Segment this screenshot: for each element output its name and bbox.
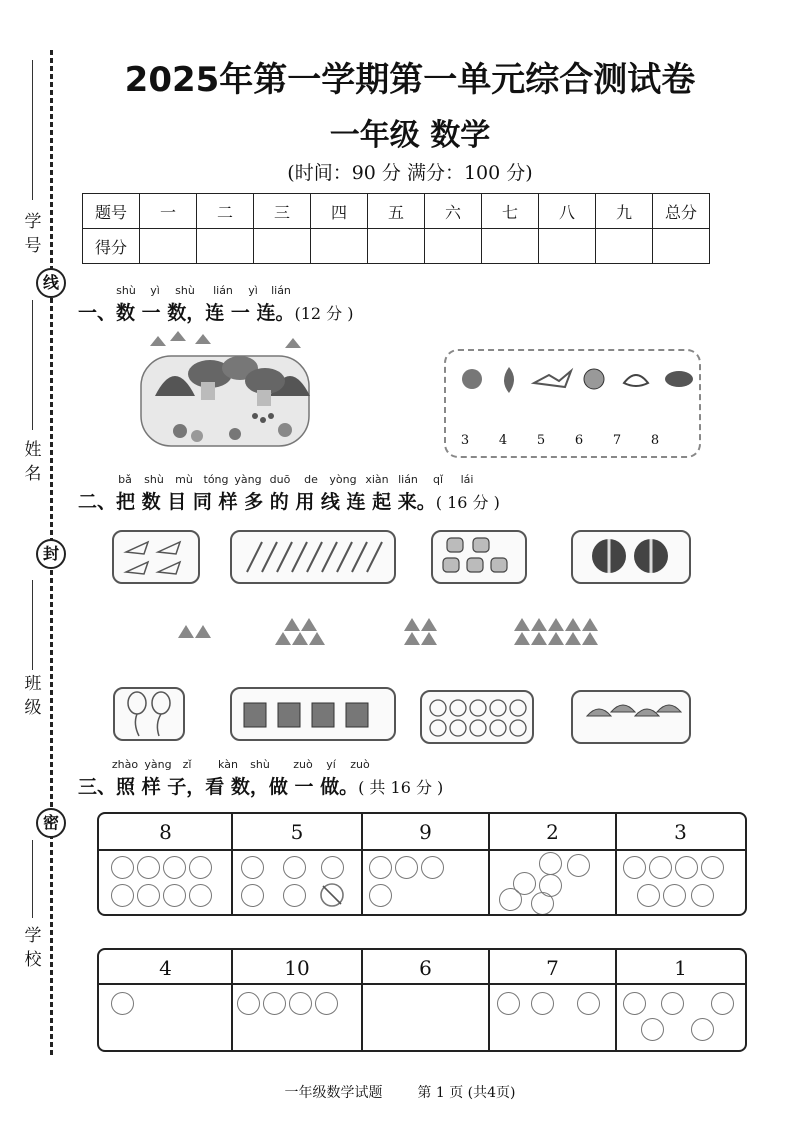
triangle-icon: [582, 618, 598, 631]
triangle-icon: [531, 632, 547, 645]
circle-icon: [321, 856, 344, 879]
circle-icon: [663, 884, 686, 907]
triangle-icon: [531, 618, 547, 631]
seal-xian: 线: [36, 268, 66, 298]
circle-icon: [539, 852, 562, 875]
circle-icon: [567, 854, 590, 877]
pinyin: lián: [398, 473, 418, 486]
pinyin: de: [304, 473, 318, 486]
margin-field-name[interactable]: [10, 300, 46, 510]
q2-box-leaves: [112, 530, 200, 584]
score-table-cell: 七: [482, 194, 539, 229]
circle-icon: [241, 884, 264, 907]
pinyin: lián: [213, 284, 233, 297]
footer-page: 第 1 页 (共4页): [417, 1085, 516, 1101]
circle-icon: [675, 856, 698, 879]
circle-icon: [189, 884, 212, 907]
circle-icon: [661, 992, 684, 1015]
pinyin: yàng: [144, 758, 172, 771]
q3-number: 4: [159, 956, 172, 980]
triangle-icon: [565, 618, 581, 631]
circle-icon: [237, 992, 260, 1015]
score-table-cell: 一: [140, 194, 197, 229]
triangle-icon: [178, 625, 194, 638]
q1-card-icons: [454, 361, 694, 401]
pinyin: zǐ: [182, 758, 192, 771]
score-input-cell[interactable]: [482, 229, 539, 264]
triangle-icon: [565, 632, 581, 645]
score-table-score-row: [83, 229, 710, 264]
triangle-icon: [582, 632, 598, 645]
q3-grid-2: [97, 948, 747, 1052]
score-input-cell[interactable]: [254, 229, 311, 264]
triangle-icon: [404, 618, 420, 631]
score-input-cell[interactable]: [311, 229, 368, 264]
triangle-icon: [404, 632, 420, 645]
triangle-icon: [284, 618, 300, 631]
triangle-icon: [301, 618, 317, 631]
triangle-icon: [421, 632, 437, 645]
q3-number: 3: [674, 820, 687, 844]
circle-icon: [137, 884, 160, 907]
pinyin: yí: [326, 758, 336, 771]
circle-icon: [641, 1018, 664, 1041]
triangle-icon: [195, 625, 211, 638]
score-input-cell[interactable]: [368, 229, 425, 264]
pinyin: bǎ: [118, 473, 132, 486]
seal-mi: 密: [36, 808, 66, 838]
circle-icon: [649, 856, 672, 879]
margin-label-school: 学校: [24, 926, 42, 970]
circle-icon: [691, 884, 714, 907]
score-input-cell[interactable]: [596, 229, 653, 264]
score-table-cell: 四: [311, 194, 368, 229]
circle-icon: [531, 992, 554, 1015]
page-title: 2025年第一学期第一单元综合测试卷: [124, 60, 696, 100]
circle-icon: [241, 856, 264, 879]
q2-box-balls: [571, 530, 691, 584]
circle-icon: [111, 992, 134, 1015]
score-table-cell: 六: [425, 194, 482, 229]
score-table-cell: 五: [368, 194, 425, 229]
q3-number: 6: [419, 956, 432, 980]
score-input-cell[interactable]: [653, 229, 710, 264]
triangle-icon: [548, 632, 564, 645]
circle-icon: [497, 992, 520, 1015]
q2-box-mushrooms: [571, 690, 691, 744]
seal-feng: 封: [36, 539, 66, 569]
card-number: 3: [460, 433, 470, 448]
q3-grid-1: [97, 812, 747, 916]
pinyin: shù: [144, 473, 164, 486]
pinyin: zuò: [350, 758, 370, 771]
triangle-group-2: [178, 625, 211, 638]
circle-icon: [315, 992, 338, 1015]
q3-number: 5: [290, 820, 304, 844]
circle-icon: [163, 884, 186, 907]
pinyin: duō: [269, 473, 291, 486]
circle-icon: [111, 884, 134, 907]
circle-icon: [711, 992, 734, 1015]
score-input-cell[interactable]: [197, 229, 254, 264]
score-table: [82, 193, 710, 264]
circle-icon: [163, 856, 186, 879]
score-table-cell: 三: [254, 194, 311, 229]
pinyin: shù: [175, 284, 195, 297]
margin-label-name: 姓名: [24, 440, 42, 484]
q1-number-card: [444, 349, 701, 458]
score-table-cell: 二: [197, 194, 254, 229]
q3-number: 1: [674, 956, 687, 980]
q3-number: 9: [419, 820, 432, 844]
pinyin: yì: [150, 284, 160, 297]
circle-icon: [395, 856, 418, 879]
circle-icon: [289, 992, 312, 1015]
circle-icon: [263, 992, 286, 1015]
triangle-icon: [421, 618, 437, 631]
circle-icon: [623, 992, 646, 1015]
triangle-icon: [292, 632, 308, 645]
score-table-cell: 题号: [83, 194, 140, 229]
q3-number: 8: [159, 820, 172, 844]
q3-number: 7: [546, 956, 559, 980]
triangle-icon: [275, 632, 291, 645]
crossed-circle-icon: [319, 882, 345, 908]
footer-title: 一年级数学试题: [284, 1085, 383, 1101]
score-table-cell: 八: [539, 194, 596, 229]
score-input-cell[interactable]: [425, 229, 482, 264]
q3-heading: 三、照 样 子，看 数，做 一 做。( 共 16 分 ): [78, 776, 444, 798]
circle-icon: [499, 888, 522, 911]
circle-icon: [189, 856, 212, 879]
circle-icon: [421, 856, 444, 879]
page-footer: [0, 1082, 800, 1102]
triangle-icon: [309, 632, 325, 645]
score-table-cell: 得分: [83, 229, 140, 264]
q2-box-apples: [420, 690, 534, 744]
pinyin: zhào: [111, 758, 139, 771]
score-table-cell: 总分: [653, 194, 710, 229]
pinyin: lái: [460, 473, 474, 486]
circle-icon: [531, 892, 554, 915]
card-number: 7: [612, 433, 622, 448]
triangle-icon: [514, 618, 530, 631]
pinyin: mù: [175, 473, 193, 486]
triangle-icon: [514, 632, 530, 645]
pinyin: kàn: [218, 758, 238, 771]
circle-icon: [137, 856, 160, 879]
q1-heading: 一、数 一 数，连 一 连。(12 分 ): [78, 302, 354, 324]
q2-box-balloons: [113, 687, 185, 741]
q2-box-drums: [431, 530, 527, 584]
pinyin: lián: [271, 284, 291, 297]
page-subtitle: 一年级 数学: [329, 118, 491, 153]
card-number: 8: [650, 433, 660, 448]
pinyin: zuò: [293, 758, 313, 771]
circle-icon: [369, 884, 392, 907]
margin-field-school[interactable]: [10, 840, 46, 1000]
exam-info: (时间：90 分 满分：100 分): [287, 162, 533, 184]
margin-label-student-id: 学号: [24, 212, 42, 256]
circle-icon: [691, 1018, 714, 1041]
circle-icon: [283, 856, 306, 879]
triangle-icon: [548, 618, 564, 631]
score-input-cell[interactable]: [539, 229, 596, 264]
circle-icon: [637, 884, 660, 907]
q2-box-pencils: [230, 530, 396, 584]
pinyin: xiàn: [365, 473, 389, 486]
pinyin: qǐ: [432, 473, 444, 486]
pinyin: yì: [248, 284, 258, 297]
q3-number: 2: [546, 820, 559, 844]
circle-icon: [577, 992, 600, 1015]
card-number: 6: [574, 433, 584, 448]
score-table-cell: 九: [596, 194, 653, 229]
circle-icon: [701, 856, 724, 879]
card-number: 4: [498, 433, 508, 448]
pinyin: yòng: [329, 473, 357, 486]
circle-icon: [623, 856, 646, 879]
card-number: 5: [536, 433, 546, 448]
forest-scene-image: [135, 326, 315, 454]
margin-field-class[interactable]: [10, 580, 46, 770]
pinyin: tóng: [203, 473, 229, 486]
margin-label-class: 班级: [24, 674, 42, 718]
pinyin: shù: [250, 758, 270, 771]
score-table-header-row: [83, 194, 710, 229]
circle-icon: [283, 884, 306, 907]
q2-box-houses: [230, 687, 396, 741]
pinyin: yàng: [234, 473, 262, 486]
q3-number: 10: [284, 956, 310, 980]
pinyin: shù: [116, 284, 136, 297]
circle-icon: [369, 856, 392, 879]
circle-icon: [111, 856, 134, 879]
score-input-cell[interactable]: [140, 229, 197, 264]
q2-heading: 二、把 数 目 同 样 多 的 用 线 连 起 来。( 16 分 ): [78, 491, 500, 513]
